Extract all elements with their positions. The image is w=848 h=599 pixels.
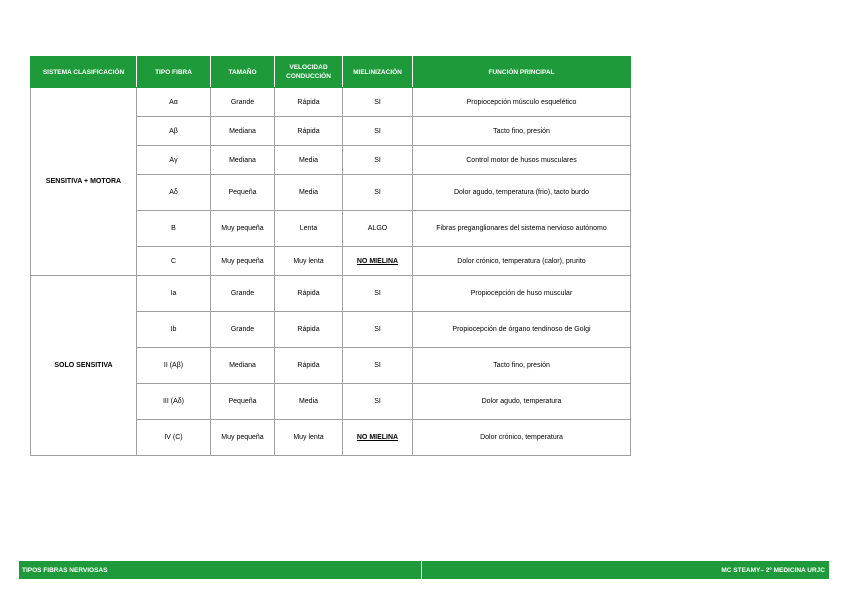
cell-fibra: Aα (137, 88, 211, 117)
cell-funcion: Dolor agudo, temperatura (413, 384, 631, 420)
cell-mielinizacion: SI (343, 312, 413, 348)
cell-fibra: Aγ (137, 146, 211, 175)
table-header-row (31, 57, 631, 88)
cell-mielinizacion: SI (343, 88, 413, 117)
cell-velocidad: Muy lenta (275, 247, 343, 276)
footer-title: TIPOS FIBRAS NERVIOSAS (19, 561, 422, 579)
cell-fibra: B (137, 211, 211, 247)
page-footer (19, 561, 829, 579)
header-tamano: TAMAÑO (211, 57, 275, 88)
cell-fibra: IV (C) (137, 420, 211, 456)
cell-fibra: Aδ (137, 175, 211, 211)
cell-velocidad: Media (275, 146, 343, 175)
cell-fibra: C (137, 247, 211, 276)
cell-mielinizacion: SI (343, 348, 413, 384)
cell-funcion: Dolor crónico, temperatura (calor), prurito (413, 247, 631, 276)
cell-funcion: Propiocepción de órgano tendinoso de Golgi (413, 312, 631, 348)
header-funcion: FUNCIÓN PRINCIPAL (413, 57, 631, 88)
cell-mielinizacion: SI (343, 146, 413, 175)
cell-velocidad: Rápida (275, 312, 343, 348)
cell-velocidad: Media (275, 175, 343, 211)
cell-tamano: Grande (211, 312, 275, 348)
cell-funcion: Dolor agudo, temperatura (frio), tacto burdo (413, 175, 631, 211)
cell-tamano: Mediana (211, 348, 275, 384)
cell-velocidad: Rápida (275, 88, 343, 117)
cell-fibra: Ib (137, 312, 211, 348)
cell-velocidad: Rápida (275, 348, 343, 384)
cell-tamano: Muy pequeña (211, 211, 275, 247)
cell-tamano: Pequeña (211, 175, 275, 211)
cell-mielinizacion: SI (343, 384, 413, 420)
cell-funcion: Tacto fino, presión (413, 348, 631, 384)
cell-velocidad: Lenta (275, 211, 343, 247)
cell-mielinizacion: SI (343, 175, 413, 211)
header-velocidad: VELOCIDAD CONDUCCIÓN (275, 57, 343, 88)
cell-mielinizacion: SI (343, 276, 413, 312)
cell-velocidad: Rápida (275, 117, 343, 146)
cell-fibra: Ia (137, 276, 211, 312)
cell-funcion: Tacto fino, presión (413, 117, 631, 146)
nerve-fiber-table (30, 56, 631, 456)
cell-mielinizacion: ALGO (343, 211, 413, 247)
cell-mielinizacion: SI (343, 117, 413, 146)
cell-funcion: Propiocepción músculo esquelético (413, 88, 631, 117)
cell-funcion: Propiocepción de huso muscular (413, 276, 631, 312)
cell-funcion: Control motor de husos musculares (413, 146, 631, 175)
cell-tamano: Muy pequeña (211, 420, 275, 456)
cell-velocidad: Muy lenta (275, 420, 343, 456)
table-row (31, 276, 631, 312)
cell-tamano: Pequeña (211, 384, 275, 420)
cell-velocidad: Rápida (275, 276, 343, 312)
group-label-sensitiva-motora: SENSITIVA + MOTORA (31, 88, 137, 276)
cell-tamano: Grande (211, 276, 275, 312)
cell-funcion: Fibras preganglionares del sistema nervioso autónomo (413, 211, 631, 247)
cell-fibra: III (Aδ) (137, 384, 211, 420)
cell-tamano: Mediana (211, 117, 275, 146)
cell-tamano: Mediana (211, 146, 275, 175)
cell-tamano: Muy pequeña (211, 247, 275, 276)
cell-fibra: Aβ (137, 117, 211, 146)
header-tipo-fibra: TIPO FIBRA (137, 57, 211, 88)
group-label-solo-sensitiva: SOLO SENSITIVA (31, 276, 137, 456)
cell-mielinizacion: NO MIELINA (343, 420, 413, 456)
footer-author: MC STEAMY– 2º MEDICINA URJC (422, 561, 829, 579)
header-mielinizacion: MIELINIZACIÓN (343, 57, 413, 88)
cell-tamano: Grande (211, 88, 275, 117)
table-row (31, 88, 631, 117)
cell-mielinizacion: NO MIELINA (343, 247, 413, 276)
cell-velocidad: Media (275, 384, 343, 420)
header-sistema: SISTEMA CLASIFICACIÓN (31, 57, 137, 88)
cell-fibra: II (Aβ) (137, 348, 211, 384)
cell-funcion: Dolor crónico, temperatura (413, 420, 631, 456)
